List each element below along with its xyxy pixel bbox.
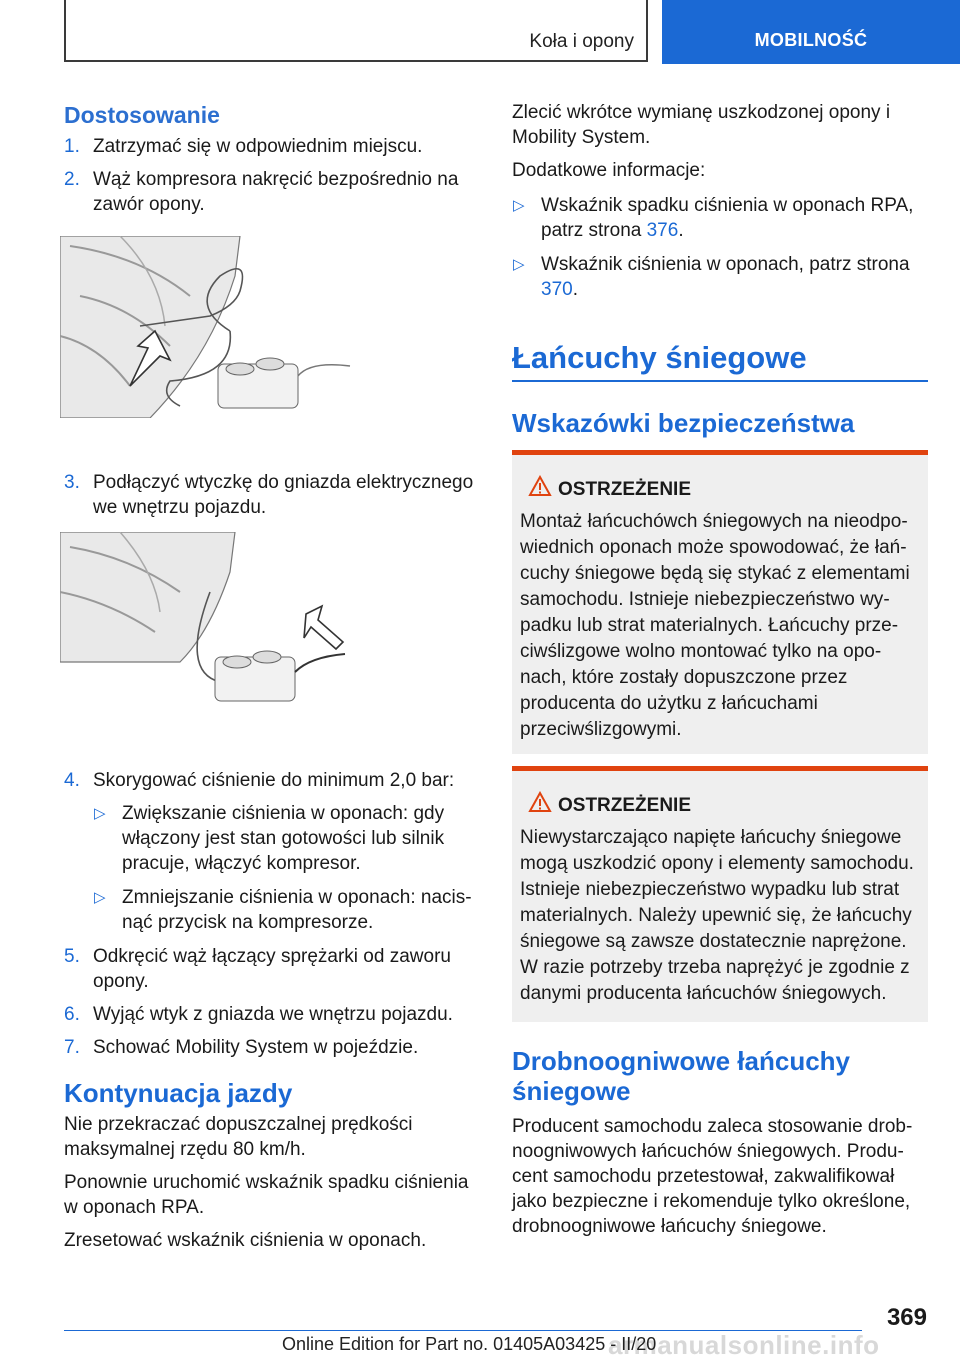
heading-safety: Wskazówki bezpieczeństwa (512, 408, 855, 438)
compressor-plug-illustration (60, 532, 360, 722)
step-7 (64, 1035, 478, 1060)
bullet-triangle-icon: ▷ (94, 889, 106, 906)
step-text: Podłączyć wtyczkę do gniazda elektrycznego we wnętrzu pojazdu. (93, 472, 474, 518)
sub-bullet-increase (93, 801, 478, 876)
warning-title (520, 477, 920, 503)
step-1 (64, 134, 478, 159)
page-link[interactable]: 370 (541, 279, 573, 300)
step-3 (64, 470, 478, 520)
reference-item: ▷ Wskaźnik ciśnienia w oponach, patrz strona 370. (513, 254, 910, 300)
left-column (64, 100, 478, 225)
step-2 (64, 167, 478, 217)
step-number: 3. (64, 472, 80, 493)
footer-edition: Online Edition for Part no. 01405A03425 - II/20 (282, 1334, 657, 1354)
warning-title-text: OSTRZEŻENIE (558, 479, 692, 500)
paragraph: Zresetować wskaźnik ciśnienia w oponach. (64, 1230, 427, 1251)
left-column-part3 (64, 768, 478, 1261)
heading-continue-driving: Kontynuacja jazdy (64, 1078, 293, 1108)
paragraph: Nie przekraczać dopuszczalnej prędkości maksymalnej rzędu 80 km/h. (64, 1114, 413, 1160)
step-5 (64, 944, 478, 994)
warning-text: Montaż łańcuchówch śniegowych na nieodpowiednich oponach może spowodować, że łańcuchy śniegowe będą się stykać z elementami samochodu. Istnieje niebezpieczeństwo wypadku lub strat materialnych. Łańcuchy przeciwślizgowe wolno montować tylko na oponach, które zostały dopuszczone przez producenta do użytku z łańcuchami przeciwślizgowymi. (520, 511, 910, 740)
reference-text: Wskaźnik spadku ciśnienia w oponach RPA, patrz strona (541, 195, 914, 241)
step-text: Schować Mobility System w pojeździe. (93, 1037, 419, 1058)
bullet-triangle-icon: ▷ (513, 197, 525, 214)
chapter-tab-label: MOBILNOŚĆ (754, 30, 868, 50)
chapter-tab[interactable] (662, 0, 960, 64)
chapter-rule (512, 380, 928, 382)
step-number: 7. (64, 1037, 80, 1058)
paragraph: Dodatkowe informacje: (512, 160, 706, 181)
warning-text: Niewystarczająco napięte łańcuchy śniegowe mogą uszkodzić opony i elementy samochodu. Istnieje niebezpieczeństwo wypadku lub strat materialnych. Należy upewnić się, że łańcuchy śniegowe są zawsze dostatecznie naprężone. W razie potrzeby trzeba naprężyć je zgodnie z danymi producenta łańcuchów śniegowych. (520, 827, 914, 1004)
step-text: Zatrzymać się w odpowiednim miejscu. (93, 136, 423, 157)
paragraph: Ponownie uruchomić wskaźnik spadku ciśnienia w oponach RPA. (64, 1172, 469, 1218)
page-number: 369 (886, 1304, 927, 1331)
bullet-triangle-icon: ▷ (513, 256, 525, 273)
right-column-part2 (512, 1046, 928, 1247)
step-number: 2. (64, 169, 80, 190)
reference-text: Wskaźnik ciśnienia w oponach, patrz strona (541, 254, 910, 275)
bullet-text: Zmniejszanie ciśnienia w oponach: nacisnąć przycisk na kompresorze. (122, 887, 472, 933)
compressor-valve-illustration (60, 236, 360, 418)
heading-adjustment: Dostosowanie (64, 102, 220, 128)
warning-box (512, 450, 928, 754)
warning-triangle-icon (528, 791, 552, 813)
left-column-part2 (64, 470, 478, 528)
bullet-triangle-icon: ▷ (94, 805, 106, 822)
step-number: 1. (64, 136, 80, 157)
bullet-text: Zwiększanie ciśnienia w oponach: gdy włączony jest stan gotowości lub silnik pracuje, włączyć kompresor. (122, 803, 445, 874)
step-number: 5. (64, 946, 80, 967)
paragraph: Zlecić wkrótce wymianę uszkodzonej opony i Mobility System. (512, 102, 891, 148)
step-number: 6. (64, 1004, 80, 1025)
paragraph: Producent samochodu zaleca stosowanie drobnoogniwowych łańcuchów śniegowych. Producent samochodu przetestował, zakwalifikował jako bezpieczne i rekomenduje tylko określone, drobnoogniwowe łańcuchy śniegowe. (512, 1116, 913, 1237)
section-title: Koła i opony (529, 31, 634, 52)
watermark: armanualsonline.info (608, 1330, 880, 1360)
warning-title-text: OSTRZEŻENIE (558, 795, 692, 816)
sub-bullet-decrease (93, 885, 478, 935)
step-text: Wąż kompresora nakręcić bezpośrednio na zawór opony. (93, 169, 459, 215)
step-text: Odkręcić wąż łączący sprężarki od zaworu opony. (93, 946, 451, 992)
warning-triangle-icon (528, 475, 552, 497)
step-text: Wyjąć wtyk z gniazda we wnętrzu pojazdu. (93, 1004, 453, 1025)
page-link[interactable]: 376 (646, 220, 679, 241)
step-4 (64, 768, 478, 793)
right-column (512, 100, 928, 311)
reference-item: ▷ Wskaźnik spadku ciśnienia w oponach RPA, patrz strona 376. (513, 195, 914, 241)
step-6 (64, 1002, 478, 1027)
step-text: Skorygować ciśnienie do minimum 2,0 bar: (93, 770, 455, 791)
warning-box (512, 766, 928, 1022)
warning-title (520, 793, 920, 819)
chapter-heading: Łańcuchy śniegowe (512, 340, 807, 375)
heading-fine-chains: Drobnoogniwowe łańcuchy śniegowe (512, 1046, 851, 1106)
step-number: 4. (64, 770, 80, 791)
